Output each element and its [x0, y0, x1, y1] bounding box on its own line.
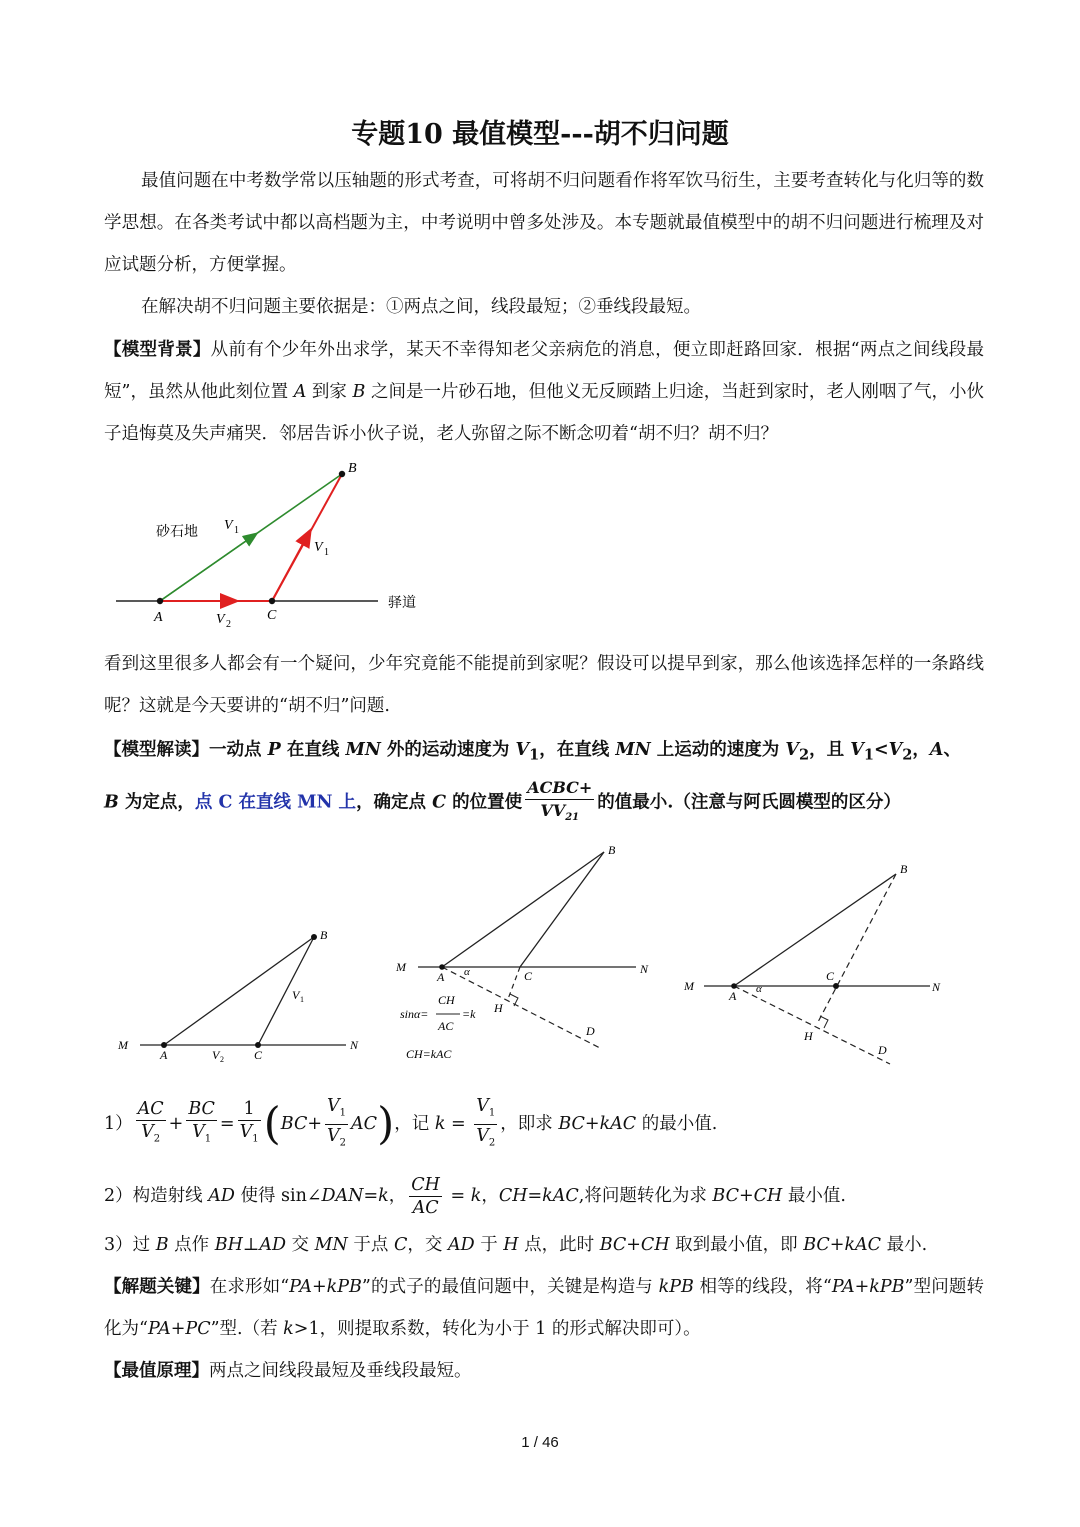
- point-b-dot: [339, 471, 345, 477]
- step1-expr: BC+kAC: [558, 1114, 637, 1134]
- interp-p: P: [267, 740, 281, 760]
- label-v2-sub: 2: [220, 1055, 224, 1062]
- step2-c: =: [363, 1186, 379, 1206]
- segment-bc: [258, 937, 314, 1045]
- figure-model-basic: [112, 922, 372, 1062]
- step1-right-paren: ): [377, 1098, 395, 1150]
- label-v1-sand-sub: 1: [234, 525, 239, 536]
- interp-t7: ，: [912, 740, 930, 760]
- background-label: 【模型背景】: [104, 340, 211, 360]
- label-a: A: [437, 970, 445, 984]
- step1-plus: +: [168, 1114, 184, 1134]
- point-b-dot: [311, 934, 317, 940]
- intro-basis: 在解决胡不归问题主要依据是：①两点之间，线段最短；②垂线段最短。: [141, 297, 701, 317]
- label-a: A: [154, 610, 163, 625]
- background-text-c: 之间是一片砂石地，但他义无反顾踏上归途，当赶到家时，老人刚咽了气，小伙子追悔莫及失声痛哭．邻居告诉小伙子说，老人弥留之际不断念叨着“胡不归？胡不归？: [104, 382, 984, 444]
- label-v1-sand: V: [224, 518, 233, 533]
- point-c-dot: [269, 598, 275, 604]
- step2-i: BC+CH: [712, 1186, 783, 1206]
- label-sand: 砂石地: [156, 525, 198, 540]
- label-m: M: [118, 1038, 128, 1052]
- step1-num: 1）: [104, 1114, 133, 1134]
- model-interpretation: [104, 729, 984, 829]
- interp-c: C: [432, 792, 447, 813]
- interp-v1-sub: 1: [529, 746, 540, 764]
- interp-frac-den: $VV_{21}$: [540, 800, 580, 823]
- right-angle-mark: [820, 1016, 828, 1028]
- key-label: 【解题关键】: [104, 1277, 210, 1297]
- step1-frac-v1-v2: $\frac{V_1}{V_2}$: [327, 1095, 347, 1149]
- principle-text: 两点之间线段最短及垂线段最短。: [209, 1361, 472, 1381]
- cut-path-arrow: [272, 531, 310, 601]
- label-b: B: [320, 928, 328, 942]
- question-paragraph: 看到这里很多人都会有一个疑问，少年究竟能不能提前到家呢？假设可以提早到家，那么他该选择怎样的一条路线呢？这就是今天要讲的“胡不归”问题.: [104, 654, 984, 716]
- figure-model-solution: [680, 856, 950, 1066]
- interp-highlight: 点 C 在直线 MN 上: [194, 792, 357, 813]
- step2-e: =: [444, 1186, 471, 1206]
- step2-j: 最小值.: [782, 1186, 846, 1206]
- step1-inner-ac: AC: [351, 1114, 378, 1134]
- segment-ch: [508, 967, 520, 999]
- segment-ab: [442, 852, 604, 967]
- step2-ad: AD: [208, 1186, 235, 1206]
- label-c: C: [826, 969, 835, 983]
- label-n: N: [932, 980, 941, 994]
- point-a-dot: [731, 983, 737, 989]
- sin-lhs: sinα=: [400, 1007, 429, 1021]
- sin-eq-k: =k: [462, 1007, 476, 1021]
- sin-frac-den: AC: [438, 1019, 454, 1033]
- step1-left-paren: (: [263, 1098, 281, 1150]
- point-c-dot: [833, 983, 839, 989]
- label-alpha: α: [464, 966, 470, 978]
- interp-t6: ，且: [809, 740, 851, 760]
- figure-road-diagram: [104, 455, 444, 635]
- interp-t8: 为定点，: [118, 792, 195, 813]
- step2-h: ,将问题转化为求: [578, 1186, 713, 1206]
- label-h: H: [494, 1001, 503, 1015]
- ch-eq-kac: CH=kAC: [406, 1047, 452, 1061]
- step1-inner-bc: BC: [280, 1114, 308, 1134]
- max-min-principle: [104, 1350, 984, 1392]
- page-title: 专题10 最值模型---胡不归问题: [351, 119, 729, 150]
- interp-t2: 在直线: [280, 740, 346, 760]
- interp-v2b: V: [888, 740, 903, 760]
- label-c: C: [254, 1048, 263, 1062]
- step1-frac-k: $\frac{V_1}{V_2}$: [476, 1095, 496, 1149]
- page-number: 1 / 46: [521, 1434, 559, 1451]
- step2-g: CH=kAC: [498, 1186, 579, 1206]
- segment-bc: [520, 852, 604, 967]
- label-n: N: [350, 1038, 359, 1052]
- step2-a: 2）构造射线: [104, 1186, 209, 1206]
- label-v1-sub: 1: [300, 995, 304, 1004]
- interp-t9: ，确定点: [356, 792, 433, 813]
- interp-t5: 上运动的速度为: [650, 740, 786, 760]
- interp-t3: 外的运动速度为: [380, 740, 516, 760]
- step-2: [104, 1168, 984, 1224]
- principle-label: 【最值原理】: [104, 1361, 209, 1381]
- interp-frac-num: ACBC+: [525, 777, 594, 800]
- interp-lt: <: [873, 740, 889, 760]
- point-a-dot: [439, 964, 445, 970]
- label-n: N: [640, 962, 649, 976]
- interp-b: B: [104, 792, 119, 813]
- figure-model-construction: [390, 838, 660, 1068]
- label-m: M: [684, 979, 694, 993]
- point-b: B: [352, 382, 366, 402]
- step1-record: ，记: [394, 1114, 430, 1134]
- model-background: [104, 329, 984, 455]
- step2-k: k: [378, 1186, 389, 1206]
- interp-v1b: V: [850, 740, 864, 760]
- step2-dan: DAN: [321, 1186, 364, 1206]
- step-3: 3）过 B 点作 BH⊥AD 交 MN 于点 C，交 AD 于 H 点，此时 BC+CH 取到最小值，即 BC+kAC 最小.: [104, 1235, 928, 1255]
- label-c: C: [267, 608, 277, 623]
- sand-path-arrow: [160, 534, 256, 601]
- step1-frac-ac-v2: $\frac{AC}{V_2}$: [137, 1099, 164, 1145]
- label-road: 驿道: [388, 596, 416, 611]
- ray-ad: [734, 986, 890, 1064]
- label-h: H: [804, 1029, 813, 1043]
- label-v2-sub: 2: [226, 619, 231, 630]
- label-v2: V: [212, 1048, 220, 1062]
- interp-t10: 的位置使: [446, 792, 523, 813]
- label-a: A: [729, 989, 737, 1003]
- step-1: 1） $\frac{AC}{V_2}$ + $\frac{BC}{V_1}$ = $\frac{1}{V_1}$ (BC+ $\frac{V_1}{V_2}$ AC)，记 k = $\frac{V_1}{V_2}$ ，即求 BC+kAC 的最小值.: [104, 1092, 984, 1156]
- interp-t11: 的值最小.（注意与阿氏圆模型的区分）: [597, 792, 901, 813]
- step2-f: ，: [481, 1186, 499, 1206]
- step1-tail-b: 的最小值.: [636, 1114, 718, 1134]
- segment-bh: [818, 874, 896, 1022]
- background-text-a: 从前有个少年外出求学，某天不幸得知老父亲病危的消息，便立即赶路回家．根据“两点之间线段最短”，虽然从他此刻位置: [104, 340, 985, 402]
- interp-mn-2: MN: [615, 740, 651, 760]
- step2-frac: $\frac{CH}{AC}$: [411, 1175, 440, 1218]
- label-b: B: [608, 843, 616, 857]
- label-b: B: [900, 862, 908, 876]
- step1-inner-plus: +: [307, 1114, 323, 1134]
- step2-d: ，: [388, 1186, 407, 1206]
- point-a-dot: [157, 598, 163, 604]
- point-a: A: [293, 382, 307, 402]
- label-d: D: [586, 1024, 595, 1038]
- step1-k: k: [434, 1114, 446, 1134]
- label-b: B: [348, 461, 357, 476]
- step2-b: 使得 sin∠: [234, 1186, 322, 1206]
- interp-v2: V: [785, 740, 799, 760]
- label-alpha: α: [756, 983, 762, 995]
- interp-t4: ，在直线: [539, 740, 616, 760]
- step1-tail-a: ，即求: [500, 1114, 559, 1134]
- step1-frac-one-v1: $\frac{1}{V_1}$: [239, 1099, 259, 1145]
- interp-label: 【模型解读】: [104, 740, 209, 760]
- interp-fraction: [525, 777, 594, 829]
- step1-frac-bc-v1: $\frac{BC}{V_1}$: [188, 1099, 215, 1145]
- segment-ab: [734, 874, 896, 986]
- label-v1: V: [292, 988, 300, 1002]
- background-text-b: 到家: [306, 382, 353, 402]
- label-a: A: [160, 1048, 168, 1062]
- step1-eq: =: [219, 1114, 235, 1134]
- interp-t1: 一动点: [209, 740, 268, 760]
- label-c: C: [524, 969, 533, 983]
- interp-a: A: [929, 740, 944, 760]
- step2-k2: k: [470, 1186, 482, 1206]
- sin-frac-num: CH: [438, 993, 455, 1007]
- label-v1-cut: V: [314, 540, 323, 555]
- interp-v1b-sub: 1: [863, 746, 874, 764]
- label-d: D: [878, 1043, 887, 1057]
- intro-paragraph: 最值问题在中考数学常以压轴题的形式考查，可将胡不归问题看作将军饮马衍生，主要考查转化与化归等的数学思想。在各类考试中都以高档题为主，中考说明中曾多处涉及。本专题就最值模型中的胡不归问题进行梳理及对应试题分析，方便掌握。: [104, 171, 984, 275]
- label-v2: V: [216, 612, 225, 627]
- label-m: M: [396, 960, 406, 974]
- interp-dun: 、: [943, 740, 961, 760]
- interp-mn: MN: [345, 740, 381, 760]
- label-v1-cut-sub: 1: [324, 547, 329, 558]
- solution-key: 【解题关键】在求形如“PA+kPB”的式子的最值问题中，关键是构造与 kPB 相等的线段，将“PA+kPB”型问题转化为“PA+PC”型.（若 k>1，则提取系数，转化为小于 1 的形式解决即可）。: [104, 1277, 984, 1339]
- interp-v2-sub: 2: [798, 746, 810, 764]
- interp-v1: V: [515, 740, 530, 760]
- interp-v2b-sub: 2: [902, 746, 913, 764]
